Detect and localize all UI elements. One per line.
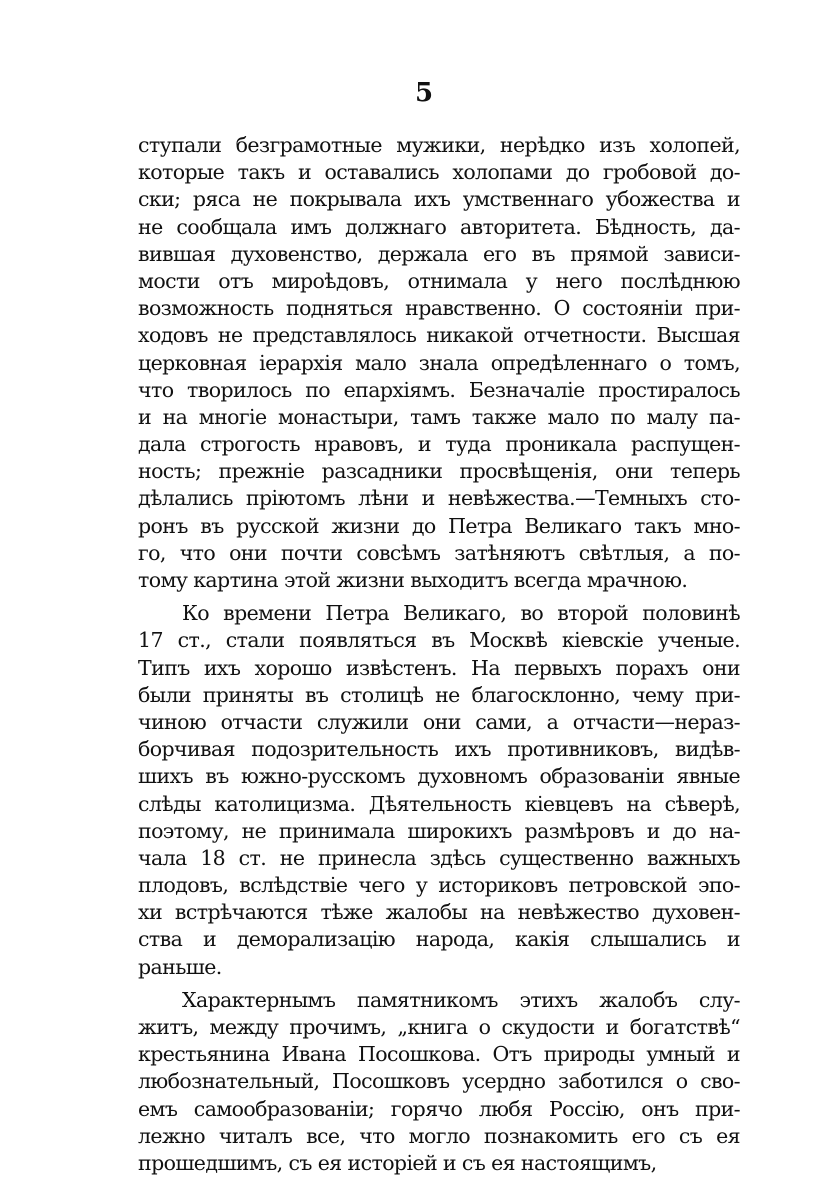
text-line: го, что они почти совсѣмъ затѣняютъ свѣтлыя, а по- bbox=[138, 540, 740, 565]
text-line: 17 ст., стали появляться въ Москвѣ кіевскіе ученые. bbox=[138, 628, 740, 653]
text-line: ступали безграмотные мужики, нерѣдко изъ холопей, bbox=[138, 133, 740, 157]
body-text bbox=[138, 132, 740, 1177]
text-line: были приняты въ столицѣ не благосклонно, чему при- bbox=[138, 682, 740, 707]
text-line: борчивая подозрительность ихъ противниковъ, видѣв- bbox=[138, 737, 740, 762]
text-line: что творилось по епархіямъ. Безначаліе простиралось bbox=[138, 377, 740, 402]
text-line: вившая духовенство, держала его въ прямой зависи- bbox=[138, 241, 740, 266]
text-line: любознательный, Посошковъ усердно заботился о сво- bbox=[138, 1069, 740, 1094]
text-line: дѣлались пріютомъ лѣни и невѣжества.—Темныхъ сто- bbox=[138, 486, 740, 511]
text-line: житъ, между прочимъ, „книга о скудости и богатствѣ“ bbox=[138, 1015, 740, 1039]
text-line: мости отъ мироѣдовъ, отнимала у него послѣднюю bbox=[138, 268, 740, 293]
page-number: 5 bbox=[415, 78, 434, 108]
text-line: крестьянина Ивана Посошкова. Отъ природы умный и bbox=[138, 1042, 740, 1067]
text-line: дала строгость нравовъ, и туда проникала распущен- bbox=[138, 432, 740, 457]
text-line: ства и деморализацію народа, какія слышались и bbox=[138, 927, 740, 952]
text-line: Типъ ихъ хорошо извѣстенъ. На первыхъ порахъ они bbox=[138, 655, 740, 680]
text-line: шихъ въ южно-русскомъ духовномъ образованіи явные bbox=[138, 764, 740, 789]
text-line: слѣды католицизма. Дѣятельность кіевцевъ на сѣверѣ, bbox=[138, 791, 740, 816]
text-line: которые такъ и оставались холопами до гробовой до- bbox=[138, 160, 740, 185]
text-line: возможность подняться нравственно. О состояніи при- bbox=[138, 296, 740, 321]
text-line: чиною отчасти служили они сами, а отчасти—нераз- bbox=[138, 709, 740, 734]
text-line: Ко времени Петра Великаго, во второй половинѣ bbox=[182, 601, 740, 626]
text-line: ность; прежніе разсадники просвѣщенія, они теперь bbox=[138, 459, 740, 484]
text-line: чала 18 ст. не принесла здѣсь существенно важныхъ bbox=[138, 845, 740, 870]
text-line: раньше. bbox=[138, 954, 222, 979]
text-line: прошедшимъ, съ ея исторіей и съ ея настоящимъ, bbox=[138, 1150, 657, 1175]
paragraph bbox=[138, 132, 740, 594]
text-line: плодовъ, вслѣдствіе чего у историковъ петровской эпо- bbox=[138, 873, 740, 898]
text-line: емъ самообразованіи; горячо любя Россію, онъ при- bbox=[138, 1096, 740, 1121]
text-line: ронъ въ русской жизни до Петра Великаго такъ мно- bbox=[138, 513, 740, 538]
text-line: ходовъ не представлялось никакой отчетности. Высшая bbox=[138, 323, 740, 348]
paragraph bbox=[138, 987, 740, 1177]
paragraph bbox=[138, 600, 740, 981]
text-line: и на многіе монастыри, тамъ также мало по малу па- bbox=[138, 404, 740, 429]
text-line: Характернымъ памятникомъ этихъ жалобъ слу- bbox=[182, 987, 740, 1012]
text-line: лежно читалъ все, что могло познакомить его съ ея bbox=[138, 1123, 740, 1148]
text-line: не сообщала имъ должнаго авторитета. Бѣдность, да- bbox=[138, 214, 740, 239]
text-line: тому картина этой жизни выходитъ всегда мрачною. bbox=[138, 568, 688, 592]
text-line: церковная іерархія мало знала опредѣленнаго о томъ, bbox=[138, 350, 740, 375]
text-line: ски; ряса не покрывала ихъ умственнаго убожества и bbox=[138, 187, 740, 212]
text-line: хи встрѣчаются тѣже жалобы на невѣжество духовен- bbox=[138, 900, 740, 925]
text-line: поэтому, не принимала широкихъ размѣровъ и до на- bbox=[138, 818, 740, 843]
